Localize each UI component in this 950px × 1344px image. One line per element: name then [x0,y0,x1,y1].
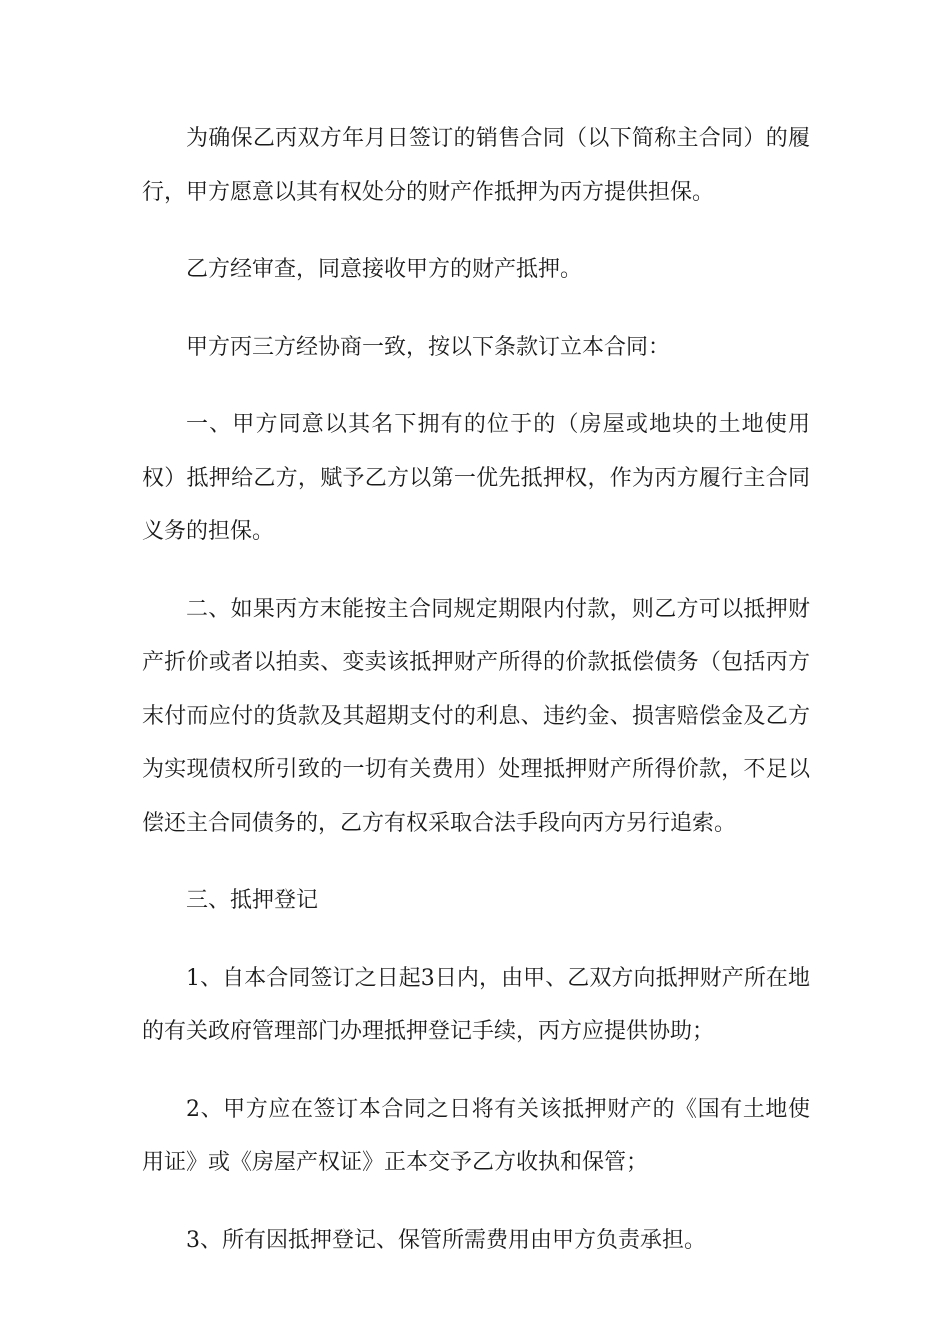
paragraph-spacer [142,559,810,583]
paragraph-main-contract-guarantee: 为确保乙丙双方年月日签订的销售合同（以下简称主合同）的履行，甲方愿意以其有权处分的财产作抵押为丙方提供担保。 [142,126,810,205]
paragraph-three-party-agreement: 甲方丙三方经协商一致，按以下条款订立本合同： [186,334,671,360]
clause-3-item-1: 1、自本合同签订之日起3日内，由甲、乙双方向抵押财产所在地的有关政府管理部门办理抵押登记手续，丙方应提供协助； [142,965,810,1044]
paragraph-spacer [142,1190,810,1214]
paragraph-spacer [142,219,810,243]
paragraph-spacer [142,374,810,398]
paragraph-spacer [142,850,810,874]
clause-2-default-remedy: 二、如果丙方末能按主合同规定期限内付款，则乙方可以抵押财产折价或者以拍卖、变卖该抵押财产所得的价款抵偿债务（包括丙方末付而应付的货款及其超期支付的利息、违约金、损害赔偿金及乙方为实现债权所引致的一切有关费用）处理抵押财产所得价款，不足以偿还主合同债务的，乙方有权采取合法手段向丙方另行追索。 [142,596,810,836]
clause-3-item-2: 2、甲方应在签订本合同之日将有关该抵押财产的《国有土地使用证》或《房屋产权证》正本交予乙方收执和保管； [142,1096,810,1175]
clause-1-mortgage-property: 一、甲方同意以其名下拥有的位于的（房屋或地块的土地使用权）抵押给乙方，赋予乙方以第一优先抵押权，作为丙方履行主合同义务的担保。 [142,412,810,544]
clause-3-item-3: 3、所有因抵押登记、保管所需费用由甲方负责承担。 [186,1227,706,1253]
paragraph-spacer [142,928,810,952]
document-body [142,112,810,1267]
paragraph-spacer [142,1059,810,1083]
clause-3-heading: 三、抵押登记 [186,888,319,913]
paragraph-spacer [142,297,810,321]
paragraph-party-b-review: 乙方经审查，同意接收甲方的财产抵押。 [186,257,583,282]
